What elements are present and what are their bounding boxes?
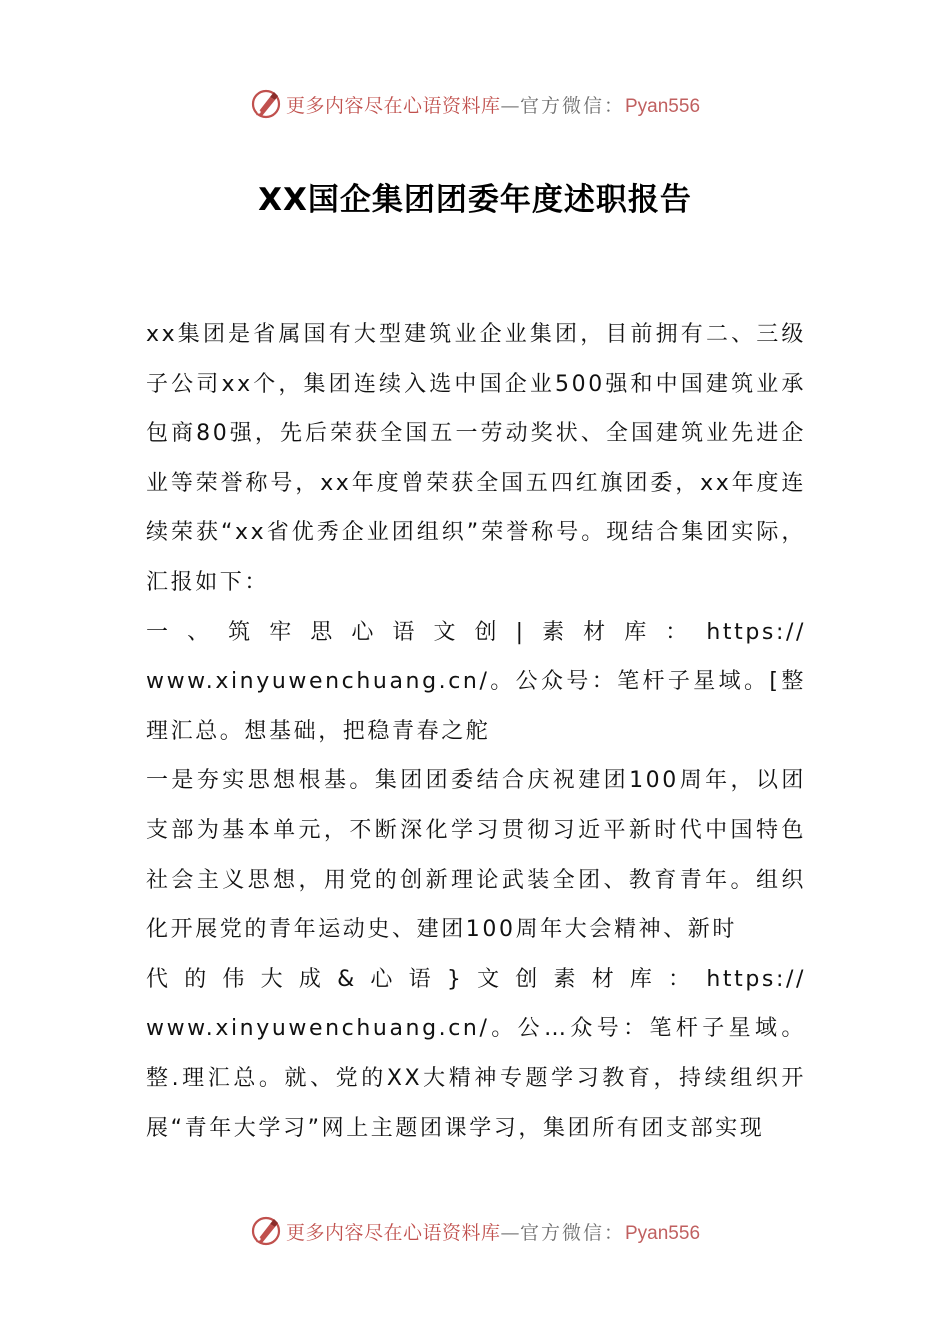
banner-official-label: 官方微信： xyxy=(519,1221,625,1244)
document-title: XX国企集团团委年度述职报告 xyxy=(258,182,692,218)
banner-official-label: 官方微信： xyxy=(519,94,625,117)
banner-main-text: 更多内容尽在心语资料库 xyxy=(285,1221,501,1244)
pen-nib-logo-icon xyxy=(250,88,282,120)
banner-dash: — xyxy=(500,94,520,117)
paragraph-section-1-heading: 一、筑牢思心语文创|素材库：https:// xyxy=(146,619,806,645)
paragraph-section-1-heading-cont: www.xinyuwenchuang.cn/。公众号：笔杆子星域。[整理汇总。想基础，把稳青春之舵 xyxy=(146,669,806,744)
paragraph-point-1-cont: 代的伟大成&心语}文创素材库：https:// xyxy=(146,966,806,992)
header-banner-text xyxy=(286,91,700,118)
pen-nib-logo-icon xyxy=(250,1215,282,1247)
banner-wechat-id: Pyan556 xyxy=(625,1222,701,1244)
footer-banner xyxy=(0,1211,950,1251)
banner-dash: — xyxy=(500,1221,520,1244)
paragraph-point-1-cont-2: www.xinyuwenchuang.cn/。公…众号：笔杆子星域。整.理汇总。就、党的XX大精神专题学习教育，持续组织开展“青年大学习”网上主题团课学习，集团所有团支部实现 xyxy=(146,1016,806,1141)
paragraph-point-1: 一是夯实思想根基。集团团委结合庆祝建团100周年，以团支部为基本单元，不断深化学习贯彻习近平新时代中国特色社会主义思想，用党的创新理论武装全团、教育青年。组织化开展党的青年运动史、建团100周年大会精神、新时 xyxy=(146,768,806,943)
header-banner xyxy=(0,84,950,124)
banner-main-text: 更多内容尽在心语资料库 xyxy=(285,94,501,117)
document-body xyxy=(146,310,806,1153)
paragraph-intro: xx集团是省属国有大型建筑业企业集团，目前拥有二、三级子公司xx个，集团连续入选中国企业500强和中国建筑业承包商80强，先后荣获全国五一劳动奖状、全国建筑业先进企业等荣誉称号，xx年度曾荣获全国五四红旗团委，xx年度连续荣获“xx省优秀企业团组织”荣誉称号。现结合集团实际，汇报如下： xyxy=(146,322,806,595)
banner-wechat-id: Pyan556 xyxy=(625,95,701,117)
footer-banner-text xyxy=(286,1218,700,1245)
